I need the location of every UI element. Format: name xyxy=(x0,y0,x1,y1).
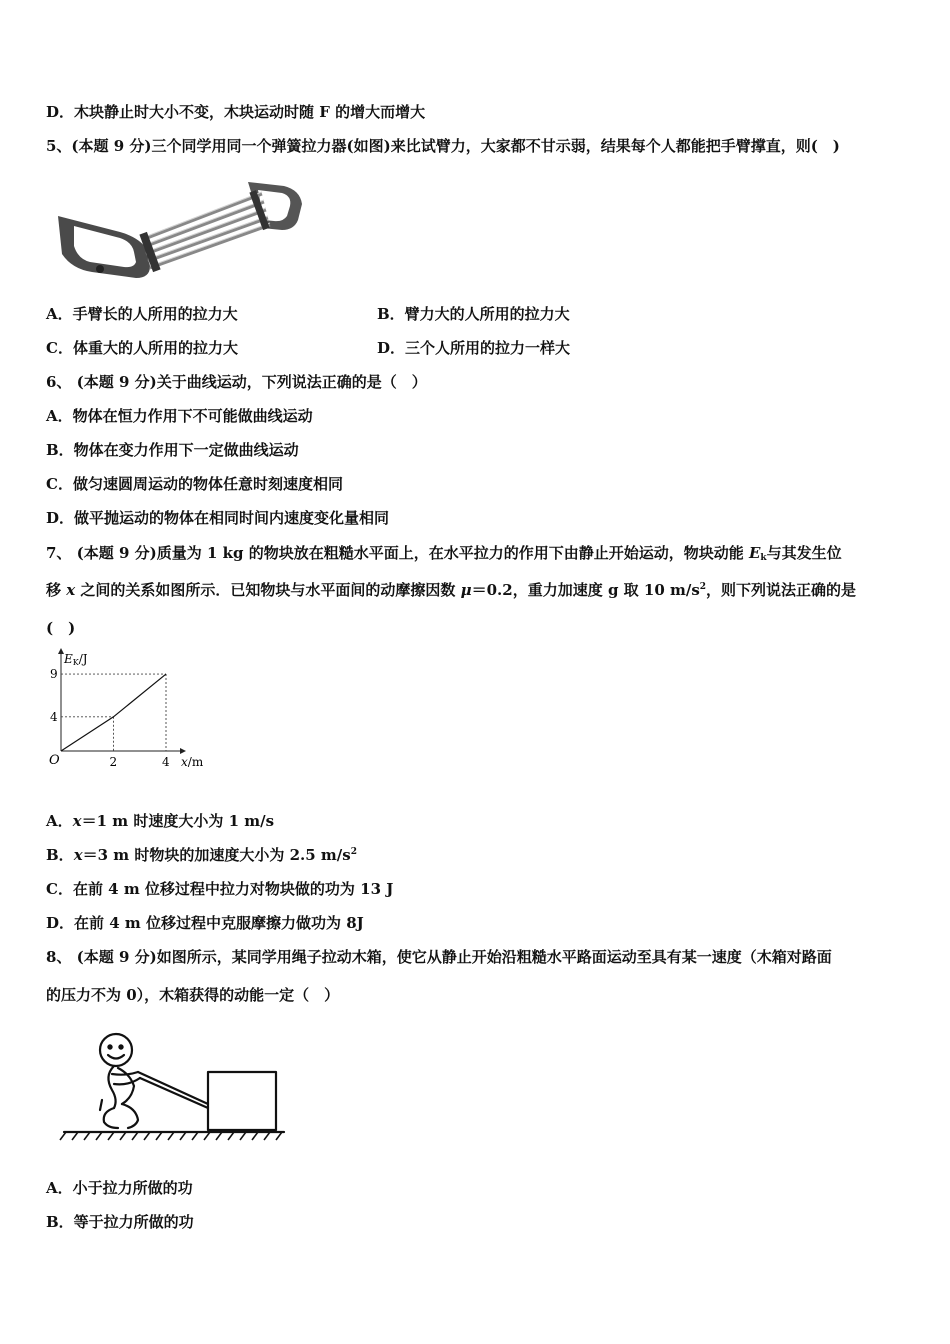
y-tick-label-9: 9 xyxy=(50,667,58,682)
spring-expander-image xyxy=(50,174,305,284)
q6-stem: 6、 (本题 9 分)关于曲线运动，下列说法正确的是（ ） xyxy=(46,373,427,391)
origin-label: O xyxy=(49,753,60,768)
q8-option-a: A．小于拉力所做的功 xyxy=(46,1179,193,1197)
ek-x-chart xyxy=(40,645,215,775)
q6-option-a: A．物体在恒力作用下不可能做曲线运动 xyxy=(46,407,313,425)
y-tick-label-4: 4 xyxy=(50,709,58,724)
x-tick-label-2: 2 xyxy=(109,755,118,769)
ek-series-line xyxy=(61,674,166,751)
q5-stem: 5、(本题 9 分)三个同学用同一个弹簧拉力器(如图)来比试臂力，大家都不甘示弱，结果每个人都能把手臂撑直，则( ) xyxy=(46,137,840,155)
q7-stem-line2: 移 x 之间的关系如图所示．已知物块与水平面间的动摩擦因数 μ＝0.2，重力加速度 g 取 10 $m/s^2$，则下列说法正确的是 xyxy=(46,581,857,599)
q7-stem-line1: 7、 (本题 9 分)质量为 1 kg 的物块放在粗糙水平面上，在水平拉力的作用下由静止开始运动，物块动能 $E_k$与其发生位 xyxy=(46,544,842,563)
person-pulling-box-image xyxy=(56,1028,291,1150)
q8-stem-line2: 的压力不为 0），木箱获得的动能一定（ ） xyxy=(46,986,340,1004)
q7-stem-line3: ( ) xyxy=(46,619,76,637)
q8-stem-line1: 8、 (本题 9 分)如图所示，某同学用绳子拉动木箱，使它从静止开始沿粗糙水平路面运动至具有某一速度（木箱对路面 xyxy=(46,948,832,966)
q7-option-b: B．x＝3 m 时物块的加速度大小为 2.5 $m/s^2$ xyxy=(46,846,357,864)
q7-option-a: A．x＝1 m 时速度大小为 1 m/s xyxy=(46,812,275,830)
q6-option-b: B．物体在变力作用下一定做曲线运动 xyxy=(46,441,299,459)
q6-option-d: D．做平抛运动的物体在相同时间内速度变化量相同 xyxy=(46,509,390,527)
q4-option-d: D．木块静止时大小不变，木块运动时随 F 的增大而增大 xyxy=(46,103,426,121)
q6-option-c: C．做匀速圆周运动的物体任意时刻速度相同 xyxy=(46,475,343,493)
q8-option-b: B．等于拉力所做的功 xyxy=(46,1213,194,1231)
q7-option-c: C．在前 4 m 位移过程中拉力对物块做的功为 13 J xyxy=(46,880,394,898)
q5-option-b: B．臂力大的人所用的拉力大 xyxy=(377,305,570,323)
q5-option-d: D．三个人所用的拉力一样大 xyxy=(377,339,571,357)
q5-option-c: C．体重大的人所用的拉力大 xyxy=(46,339,238,357)
y-axis-label: EK/J xyxy=(64,652,88,667)
q7-option-d: D．在前 4 m 位移过程中克服摩擦力做功为 8J xyxy=(46,914,364,932)
x-tick-label-4: 4 xyxy=(162,755,170,769)
x-axis-label: x/m xyxy=(181,755,204,769)
q5-option-a: A．手臂长的人所用的拉力大 xyxy=(46,305,238,323)
